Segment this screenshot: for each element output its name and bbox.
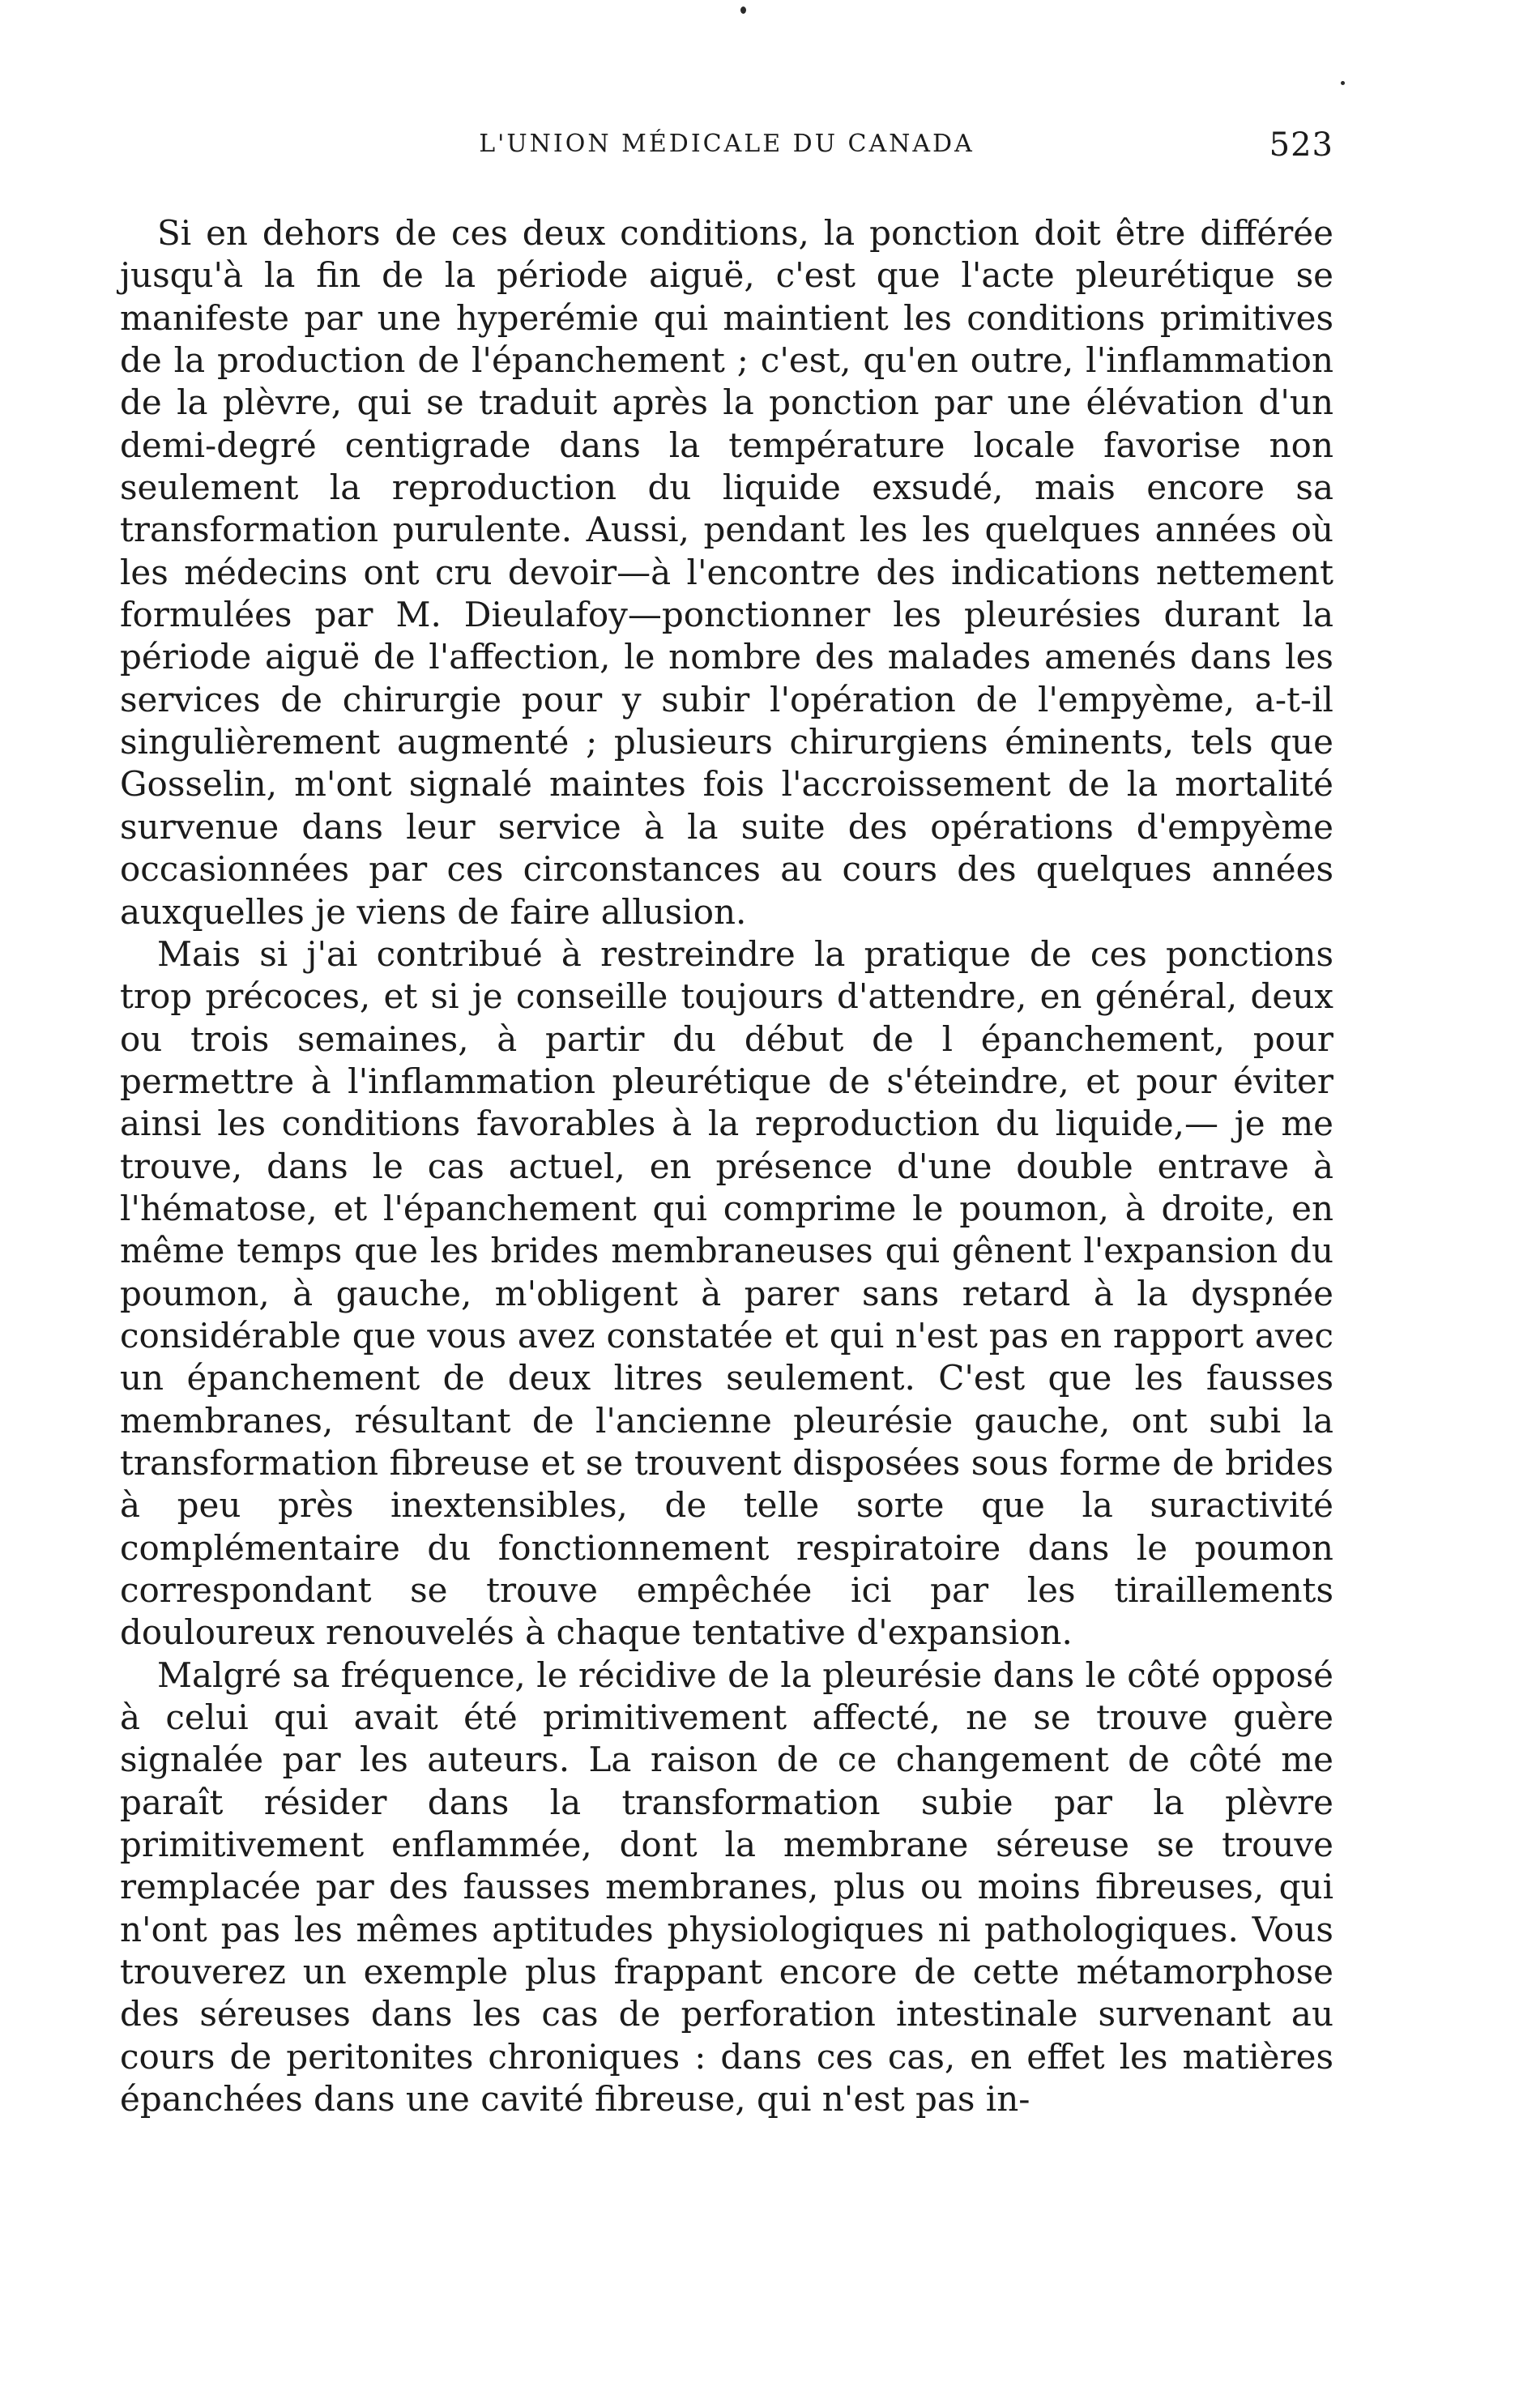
article-body <box>120 212 1333 2120</box>
paragraph: Si en dehors de ces deux conditions, la ponction doit être différée jusqu'à la fin de la période aiguë, c'est que l'acte pleurétique se manifeste par une hyperémie qui maintient les conditions primitives de la production de l'épanchement ; c'est, qu'en outre, l'inflammation de la plèvre, qui se traduit après la ponction par une élévation d'un demi-degré centigrade dans la température locale favorise non seulement la reproduction du liquide exsudé, mais encore sa transformation purulente. Aussi, pendant les les quelques années où les médecins ont cru devoir—à l'encontre des indications nettement formulées par M. Dieulafoy—ponctionner les pleurésies durant la période aiguë de l'affection, le nombre des malades amenés dans les services de chirurgie pour y subir l'opération de l'empyème, a-t-il singulièrement augmenté ; plusieurs chirurgiens éminents, tels que Gosselin, m'ont signalé maintes fois l'accroissement de la mortalité survenue dans leur service à la suite des opérations d'empyème occasionnées par ces circonstances au cours des quelques années auxquelles je viens de faire allusion. <box>120 213 1333 932</box>
paragraph: Mais si j'ai contribué à restreindre la pratique de ces ponctions trop précoces, et si je conseille toujours d'attendre, en général, deux ou trois semaines, à partir du début de l épanchement, pour permettre à l'inflammation pleurétique de s'éteindre, et pour éviter ainsi les conditions favorables à la reproduction du liquide,— je me trouve, dans le cas actuel, en présence d'une double entrave à l'hématose, et l'épanchement qui comprime le poumon, à droite, en même temps que les brides membraneuses qui gênent l'expansion du poumon, à gauche, m'obligent à parer sans retard à la dyspnée considérable que vous avez constatée et qui n'est pas en rapport avec un épanchement de deux litres seulement. C'est que les fausses membranes, résultant de l'ancienne pleurésie gauche, ont subi la transformation fibreuse et se trouvent disposées sous forme de brides à peu près inextensibles, de telle sorte que la suractivité complémentaire du fonctionnement respiratoire dans le poumon correspondant se trouve empêchée ici par les tiraillements douloureux renouvelés à chaque tentative d'expansion. <box>120 933 1333 1653</box>
paragraph: Malgré sa fréquence, le récidive de la pleurésie dans le côté opposé à celui qui avait été primitivement affecté, ne se trouve guère signalée par les auteurs. La raison de ce changement de côté me paraît résider dans la transformation subie par la plèvre primitivement enflammée, dont la membrane séreuse se trouve remplacée par des fausses membranes, plus ou moins fibreuses, qui n'ont pas les mêmes aptitudes physiologiques ni pathologiques. Vous trouverez un exemple plus frappant encore de cette métamorphose des séreuses dans les cas de perforation intestinale survenant au cours de peritonites chroniques : dans ces cas, en effet les matières épanchées dans une cavité fibreuse, qui n'est pas in- <box>120 1654 1333 2120</box>
print-speck <box>1341 81 1345 85</box>
print-speck <box>740 6 746 14</box>
page-number: 523 <box>1269 126 1333 164</box>
running-title: L'UNION MÉDICALE DU CANADA <box>479 130 975 158</box>
page-header <box>120 126 1333 170</box>
